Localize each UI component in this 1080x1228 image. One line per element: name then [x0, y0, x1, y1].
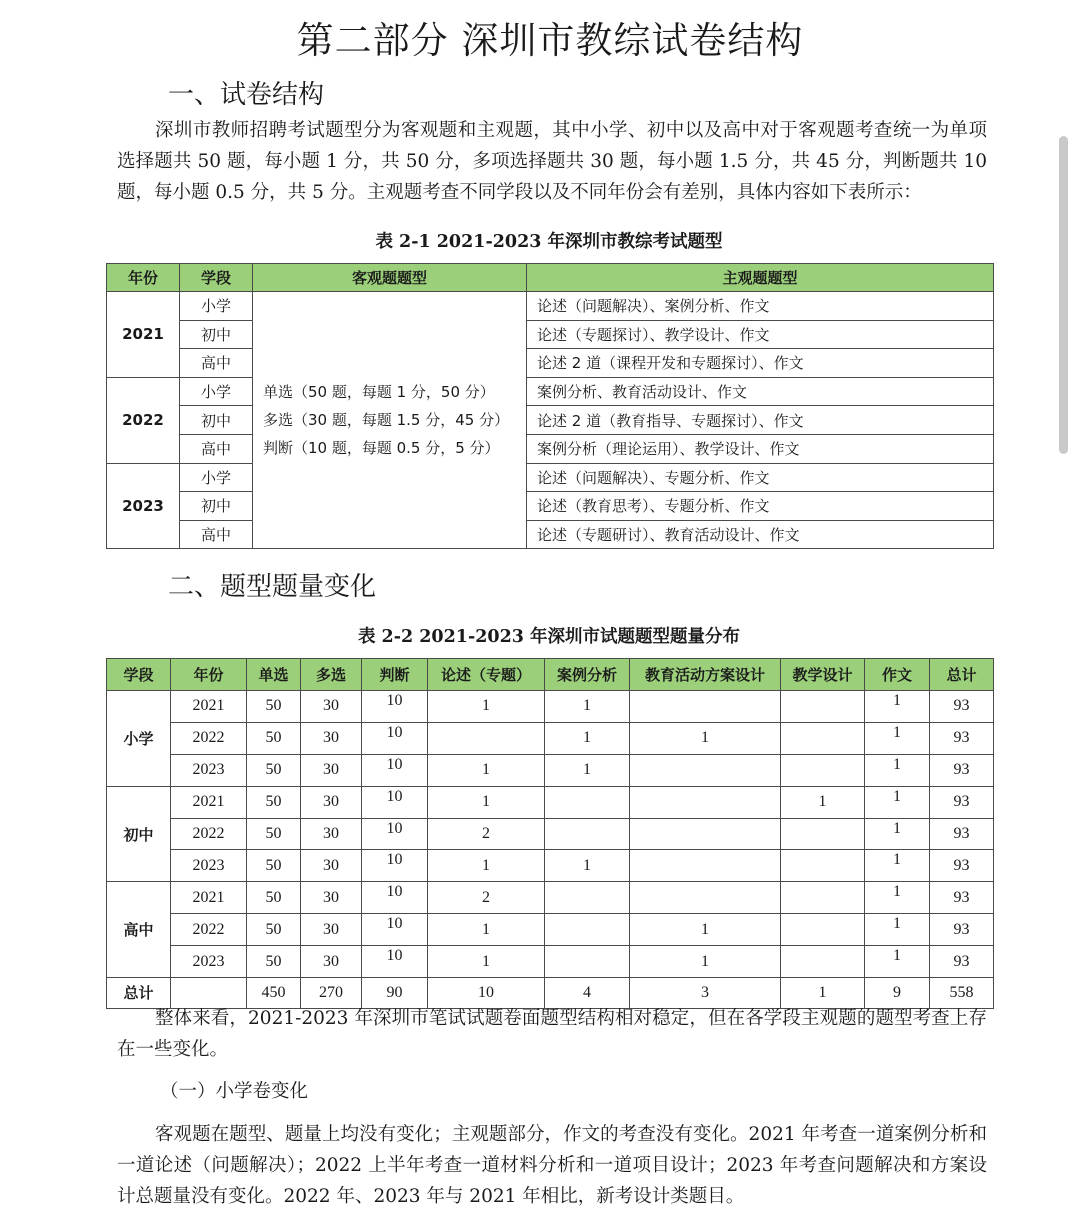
stage-cell: 初中: [180, 492, 253, 521]
table-row: [107, 850, 994, 882]
value-cell: 1: [865, 946, 930, 978]
value-cell: [545, 914, 630, 946]
value-cell: [630, 850, 781, 882]
value-cell: 30: [301, 754, 362, 786]
value-cell: 50: [247, 722, 301, 754]
value-cell: [781, 691, 865, 723]
value-cell: 1: [630, 722, 781, 754]
year-cell: 2022: [107, 377, 180, 463]
total-label: 总计: [107, 978, 171, 1009]
value-cell: 1: [428, 691, 545, 723]
value-cell: [781, 722, 865, 754]
header-cell: 学段: [180, 264, 253, 292]
stage-cell: 小学: [107, 691, 171, 787]
table-row: [107, 914, 994, 946]
value-cell: [630, 818, 781, 850]
question-count-table: [106, 658, 994, 1009]
value-cell: 93: [930, 914, 994, 946]
header-cell: 教学设计: [781, 659, 865, 691]
subjective-cell: 论述 2 道（课程开发和专题探讨）、作文: [527, 349, 994, 378]
value-cell: [545, 786, 630, 818]
stage-cell: 小学: [180, 377, 253, 406]
header-cell: 年份: [171, 659, 247, 691]
value-cell: 50: [247, 946, 301, 978]
value-cell: 93: [930, 946, 994, 978]
value-cell: [545, 818, 630, 850]
header-cell: 判断: [362, 659, 428, 691]
value-cell: 30: [301, 818, 362, 850]
table-row: [107, 786, 994, 818]
value-cell: 2021: [171, 691, 247, 723]
value-cell: [630, 882, 781, 914]
value-cell: 1: [865, 722, 930, 754]
value-cell: 93: [930, 754, 994, 786]
value-cell: 1: [428, 946, 545, 978]
table-row: [107, 691, 994, 723]
table-row: [107, 292, 994, 321]
table-row: [107, 406, 994, 435]
value-cell: 2: [428, 882, 545, 914]
value-cell: 2022: [171, 914, 247, 946]
table-row: [107, 377, 994, 406]
scrollbar-thumb[interactable]: [1059, 136, 1068, 454]
value-cell: 30: [301, 850, 362, 882]
table-header-row: [107, 659, 994, 691]
header-cell: 论述（专题）: [428, 659, 545, 691]
objective-type-line: 多选（30 题，每题 1.5 分，45 分）: [263, 411, 510, 430]
value-cell: 10: [362, 946, 428, 978]
value-cell: 2022: [171, 818, 247, 850]
stage-cell: 高中: [180, 349, 253, 378]
subjective-cell: 案例分析（理论运用）、教学设计、作文: [527, 434, 994, 463]
table-row: [107, 882, 994, 914]
value-cell: 30: [301, 882, 362, 914]
subjective-cell: 论述（问题解决）、案例分析、作文: [527, 292, 994, 321]
value-cell: 2021: [171, 786, 247, 818]
value-cell: 30: [301, 722, 362, 754]
value-cell: 2021: [171, 882, 247, 914]
exam-type-table: [106, 263, 994, 549]
value-cell: 50: [247, 786, 301, 818]
value-cell: 10: [362, 882, 428, 914]
value-cell: 10: [362, 722, 428, 754]
value-cell: [428, 722, 545, 754]
value-cell: 1: [865, 754, 930, 786]
table-row: [107, 492, 994, 521]
value-cell: 2023: [171, 850, 247, 882]
section-heading-changes: 二、题型题量变化: [168, 572, 377, 602]
subjective-cell: 论述（教育思考）、专题分析、作文: [527, 492, 994, 521]
total-cell: 4: [545, 978, 630, 1009]
value-cell: 1: [781, 786, 865, 818]
value-cell: 1: [428, 754, 545, 786]
value-cell: 1: [545, 754, 630, 786]
header-cell: 总计: [930, 659, 994, 691]
objective-types-cell: [253, 292, 527, 549]
header-cell: 主观题题型: [527, 264, 994, 292]
summary-paragraph: 整体来看，2021-2023 年深圳市笔试试题卷面题型结构相对稳定，但在各学段主观题的题型考查上存在一些变化。: [117, 1008, 987, 1060]
table-row: [107, 946, 994, 978]
value-cell: 1: [428, 786, 545, 818]
value-cell: 1: [428, 850, 545, 882]
value-cell: 93: [930, 850, 994, 882]
table-row: [107, 754, 994, 786]
value-cell: 50: [247, 818, 301, 850]
header-cell: 单选: [247, 659, 301, 691]
value-cell: 93: [930, 882, 994, 914]
value-cell: 10: [362, 850, 428, 882]
value-cell: [630, 754, 781, 786]
value-cell: [781, 754, 865, 786]
table-row: [107, 349, 994, 378]
stage-cell: 初中: [107, 786, 171, 882]
value-cell: 50: [247, 691, 301, 723]
value-cell: 93: [930, 691, 994, 723]
subsection-heading: （一）小学卷变化: [160, 1081, 309, 1102]
total-cell: 270: [301, 978, 362, 1009]
total-cell: 90: [362, 978, 428, 1009]
year-cell: 2023: [107, 463, 180, 549]
stage-cell: 初中: [180, 406, 253, 435]
stage-cell: 高中: [107, 882, 171, 978]
value-cell: 2023: [171, 754, 247, 786]
header-cell: 客观题题型: [253, 264, 527, 292]
value-cell: 10: [362, 786, 428, 818]
header-cell: 作文: [865, 659, 930, 691]
table-row: [107, 818, 994, 850]
subjective-cell: 论述（专题研讨）、教育活动设计、作文: [527, 520, 994, 549]
subjective-cell: 论述（问题解决）、专题分析、作文: [527, 463, 994, 492]
subjective-cell: 论述 2 道（教育指导、专题探讨）、作文: [527, 406, 994, 435]
stage-cell: 小学: [180, 463, 253, 492]
table-row: [107, 520, 994, 549]
year-cell: 2021: [107, 292, 180, 378]
value-cell: 1: [865, 914, 930, 946]
value-cell: 50: [247, 850, 301, 882]
table-row: [107, 722, 994, 754]
value-cell: 2023: [171, 946, 247, 978]
value-cell: 10: [362, 691, 428, 723]
table-row: [107, 463, 994, 492]
objective-type-line: 判断（10 题，每题 0.5 分，5 分）: [263, 439, 500, 458]
value-cell: [781, 882, 865, 914]
value-cell: 50: [247, 882, 301, 914]
value-cell: 1: [865, 691, 930, 723]
header-cell: 教育活动方案设计: [630, 659, 781, 691]
value-cell: [630, 691, 781, 723]
value-cell: 2: [428, 818, 545, 850]
subjective-cell: 论述（专题探讨）、教学设计、作文: [527, 320, 994, 349]
value-cell: 50: [247, 914, 301, 946]
value-cell: 93: [930, 786, 994, 818]
structure-paragraph: 深圳市教师招聘考试题型分为客观题和主观题，其中小学、初中以及高中对于客观题考查统一为单项选择题共 50 题，每小题 1 分，共 50 分，多项选择题共 30 题，每小题 1.5 分，共 45 分，判断题共 10 题，每小题 0.5 分，共 5 分。主观题考查不同学段以及不同年份会有差别，具体内容如下表所示：: [117, 120, 987, 203]
value-cell: 1: [630, 946, 781, 978]
value-cell: 1: [865, 818, 930, 850]
stage-cell: 小学: [180, 292, 253, 321]
total-cell: 9: [865, 978, 930, 1009]
value-cell: 93: [930, 818, 994, 850]
value-cell: 2022: [171, 722, 247, 754]
value-cell: 1: [630, 914, 781, 946]
total-cell: 558: [930, 978, 994, 1009]
header-cell: 案例分析: [545, 659, 630, 691]
value-cell: 50: [247, 754, 301, 786]
value-cell: 30: [301, 691, 362, 723]
subjective-cell: 案例分析、教育活动设计、作文: [527, 377, 994, 406]
value-cell: 1: [545, 691, 630, 723]
header-cell: 学段: [107, 659, 171, 691]
value-cell: [545, 882, 630, 914]
total-cell: 450: [247, 978, 301, 1009]
stage-cell: 高中: [180, 520, 253, 549]
value-cell: 10: [362, 754, 428, 786]
header-cell: 年份: [107, 264, 180, 292]
header-cell: 多选: [301, 659, 362, 691]
value-cell: [630, 786, 781, 818]
value-cell: 93: [930, 722, 994, 754]
value-cell: 30: [301, 786, 362, 818]
value-cell: 30: [301, 914, 362, 946]
value-cell: [781, 818, 865, 850]
objective-type-line: 单选（50 题，每题 1 分，50 分）: [263, 383, 495, 402]
value-cell: 10: [362, 818, 428, 850]
table1-caption: 表 2-1 2021-2023 年深圳市教综考试题型: [375, 232, 723, 252]
value-cell: 1: [545, 722, 630, 754]
value-cell: [781, 850, 865, 882]
value-cell: 1: [865, 850, 930, 882]
table-header-row: [107, 264, 994, 292]
value-cell: 30: [301, 946, 362, 978]
table-row: [107, 434, 994, 463]
subsection-paragraph: 客观题在题型、题量上均没有变化；主观题部分，作文的考查没有变化。2021 年考查一道案例分析和一道论述（问题解决）；2022 上半年考查一道材料分析和一道项目设计；2023 年考查问题解决和方案设计总题量没有变化。2022 年、2023 年与 2021 年相比，新考设计类题目。: [117, 1124, 987, 1207]
value-cell: [545, 946, 630, 978]
table2-caption: 表 2-2 2021-2023 年深圳市试题题型题量分布: [357, 627, 741, 647]
value-cell: 10: [362, 914, 428, 946]
table-row: [107, 320, 994, 349]
value-cell: 1: [865, 786, 930, 818]
total-cell: 3: [630, 978, 781, 1009]
page-title: 第二部分 深圳市教综试卷结构: [296, 19, 804, 62]
stage-cell: 高中: [180, 434, 253, 463]
total-cell: 10: [428, 978, 545, 1009]
value-cell: 1: [865, 882, 930, 914]
value-cell: 1: [545, 850, 630, 882]
value-cell: [781, 946, 865, 978]
value-cell: 1: [428, 914, 545, 946]
section-heading-structure: 一、试卷结构: [168, 80, 325, 110]
value-cell: [781, 914, 865, 946]
total-cell: 1: [781, 978, 865, 1009]
stage-cell: 初中: [180, 320, 253, 349]
